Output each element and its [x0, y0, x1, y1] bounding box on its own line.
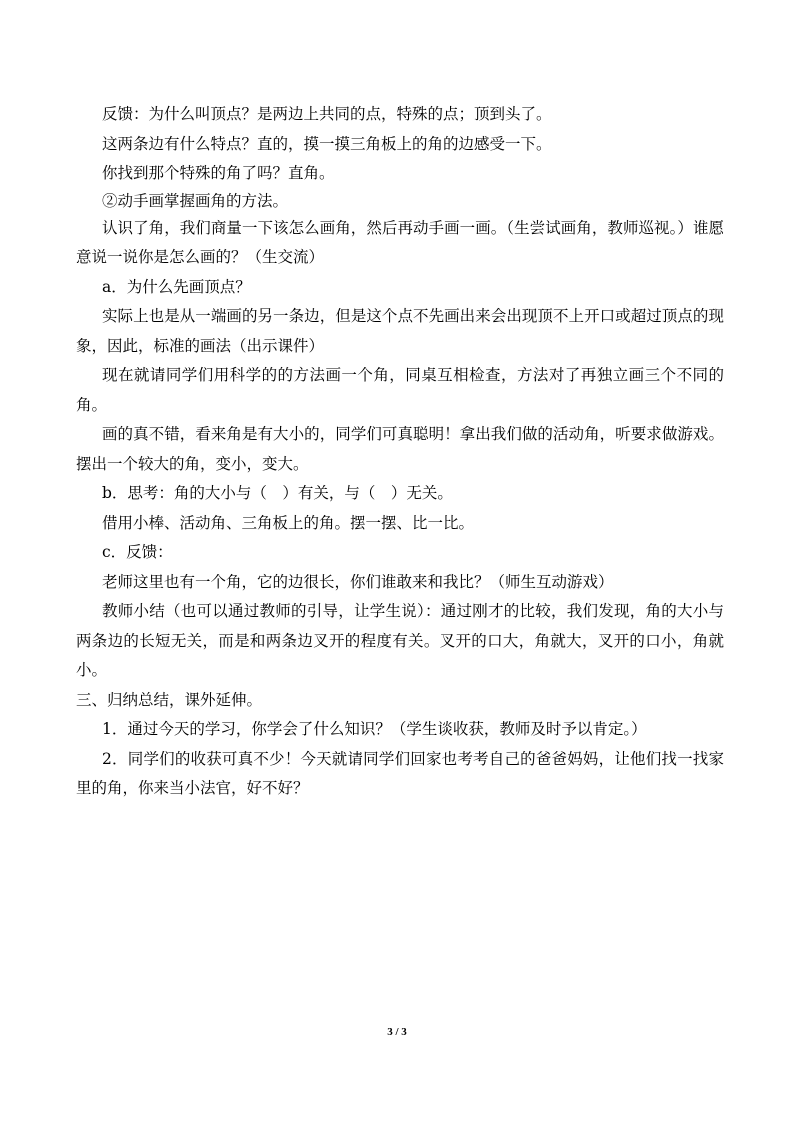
- paragraph-angle-size-game: 画的真不错，看来角是有大小的，同学们可真聪明！拿出我们做的活动角，听要求做游戏。摆出一个较大的角，变小，变大。: [76, 425, 724, 473]
- paragraph-question-b: b．思考：角的大小与（ ）有关，与（ ）无关。: [102, 484, 453, 502]
- paragraph-compare-tools: 借用小棒、活动角、三角板上的角。摆一摆、比一比。: [102, 513, 475, 532]
- paragraph-question-a: a．为什么先画顶点？: [102, 277, 251, 296]
- paragraph-summary-1: 1．通过今天的学习，你学会了什么知识？（学生谈收获，教师及时予以肯定。）: [102, 720, 647, 738]
- paragraph-edge-features: 这两条边有什么特点？直的，摸一摸三角板上的角的边感受一下。: [102, 134, 552, 153]
- paragraph-draw-angle: 认识了角，我们商量一下该怎么画角，然后再动手画一画。（生尝试画角，教师巡视。）谁愿意说一说你是怎么画的？（生交流）: [76, 218, 724, 266]
- paragraph-feedback-c: c．反馈：: [102, 543, 173, 561]
- paragraph-draw-method-heading: ②动手画掌握画角的方法。: [102, 191, 289, 210]
- paragraph-drawing-explanation: 实际上也是从一端画的另一条边，但是这个点不先画出来会出现顶不上开口或超过顶点的现象，因此，标准的画法（出示课件）: [76, 307, 724, 355]
- page-body: [76, 100, 724, 804]
- paragraph-feedback-vertex: 反馈：为什么叫顶点？是两边上共同的点，特殊的点；顶到头了。: [102, 105, 552, 123]
- section-heading-summary: 三、归纳总结，课外延伸。: [76, 690, 263, 709]
- paragraph-summary-2: 2．同学们的收获可真不少！今天就请同学们回家也考考自己的爸爸妈妈，让他们找一找家里的角，你来当小法官，好不好？: [76, 749, 724, 797]
- paragraph-teacher-summary: 教师小结（也可以通过教师的引导，让学生说）：通过刚才的比较，我们发现，角的大小与两条边的长短无关，而是和两条边叉开的程度有关。叉开的口大，角就大，叉开的口小，角就小。: [76, 602, 724, 679]
- paragraph-teacher-game: 老师这里也有一个角，它的边很长，你们谁敢来和我比？（师生互动游戏）: [102, 572, 614, 591]
- page-number: 3 / 3: [387, 1026, 407, 1038]
- paragraph-right-angle: 你找到那个特殊的角了吗？直角。: [102, 164, 335, 182]
- paragraph-practice-drawing: 现在就请同学们用科学的的方法画一个角，同桌互相检查，方法对了再独立画三个不同的角。: [76, 366, 724, 414]
